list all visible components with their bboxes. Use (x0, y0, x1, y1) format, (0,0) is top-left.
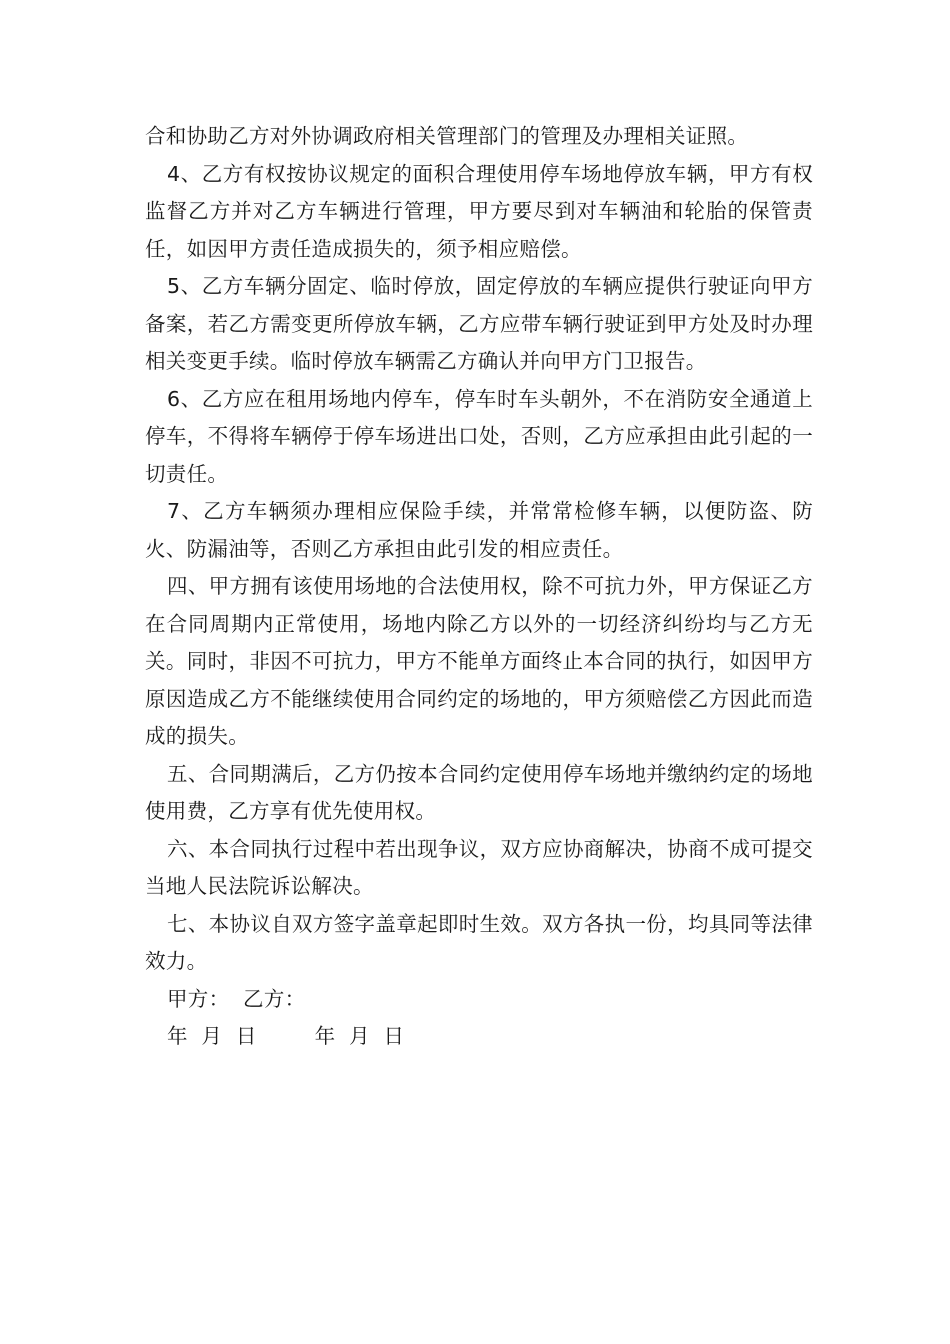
paragraph-clause-7: 7、乙方车辆须办理相应保险手续，并常常检修车辆，以便防盗、防火、防漏油等，否则乙方承担由此引发的相应责任。 (145, 499, 813, 561)
date-party-b: 年 月 日 (314, 1024, 405, 1048)
paragraph-clause-6: 6、乙方应在租用场地内停车，停车时车头朝外，不在消防安全通道上停车，不得将车辆停于停车场进出口处，否则，乙方应承担由此引起的一切责任。 (145, 386, 813, 486)
date-line (145, 1018, 813, 1056)
paragraph-section-4: 四、甲方拥有该使用场地的合法使用权，除不可抗力外，甲方保证乙方在合同周期内正常使用，场地内除乙方以外的一切经济纠纷均与乙方无关。同时，非因不可抗力，甲方不能单方面终止本合同的执行，如因甲方原因造成乙方不能继续使用合同约定的场地的，甲方须赔偿乙方因此而造成的损失。 (145, 574, 813, 748)
paragraph-section-7: 七、本协议自双方签字盖章起即时生效。双方各执一份，均具同等法律效力。 (145, 911, 813, 973)
paragraph-clause-4: 4、乙方有权按协议规定的面积合理使用停车场地停放车辆，甲方有权监督乙方并对乙方车辆进行管理，甲方要尽到对车辆油和轮胎的保管责任，如因甲方责任造成损失的，须予相应赔偿。 (145, 161, 813, 261)
signature-line: 甲方： 乙方： (167, 986, 306, 1011)
paragraph-clause-5: 5、乙方车辆分固定、临时停放，固定停放的车辆应提供行驶证向甲方备案，若乙方需变更所停放车辆，乙方应带车辆行驶证到甲方处及时办理相关变更手续。临时停放车辆需乙方确认并向甲方门卫报告。 (145, 274, 813, 373)
paragraph-continuation: 合和协助乙方对外协调政府相关管理部门的管理及办理相关证照。 (145, 124, 749, 148)
contract-body (145, 118, 813, 1056)
paragraph-section-5: 五、合同期满后，乙方仍按本合同约定使用停车场地并缴纳约定的场地使用费，乙方享有优先使用权。 (145, 761, 813, 823)
date-party-a: 年 月 日 (167, 1024, 257, 1048)
paragraph-section-6: 六、本合同执行过程中若出现争议，双方应协商解决，协商不成可提交当地人民法院诉讼解决。 (145, 836, 813, 898)
